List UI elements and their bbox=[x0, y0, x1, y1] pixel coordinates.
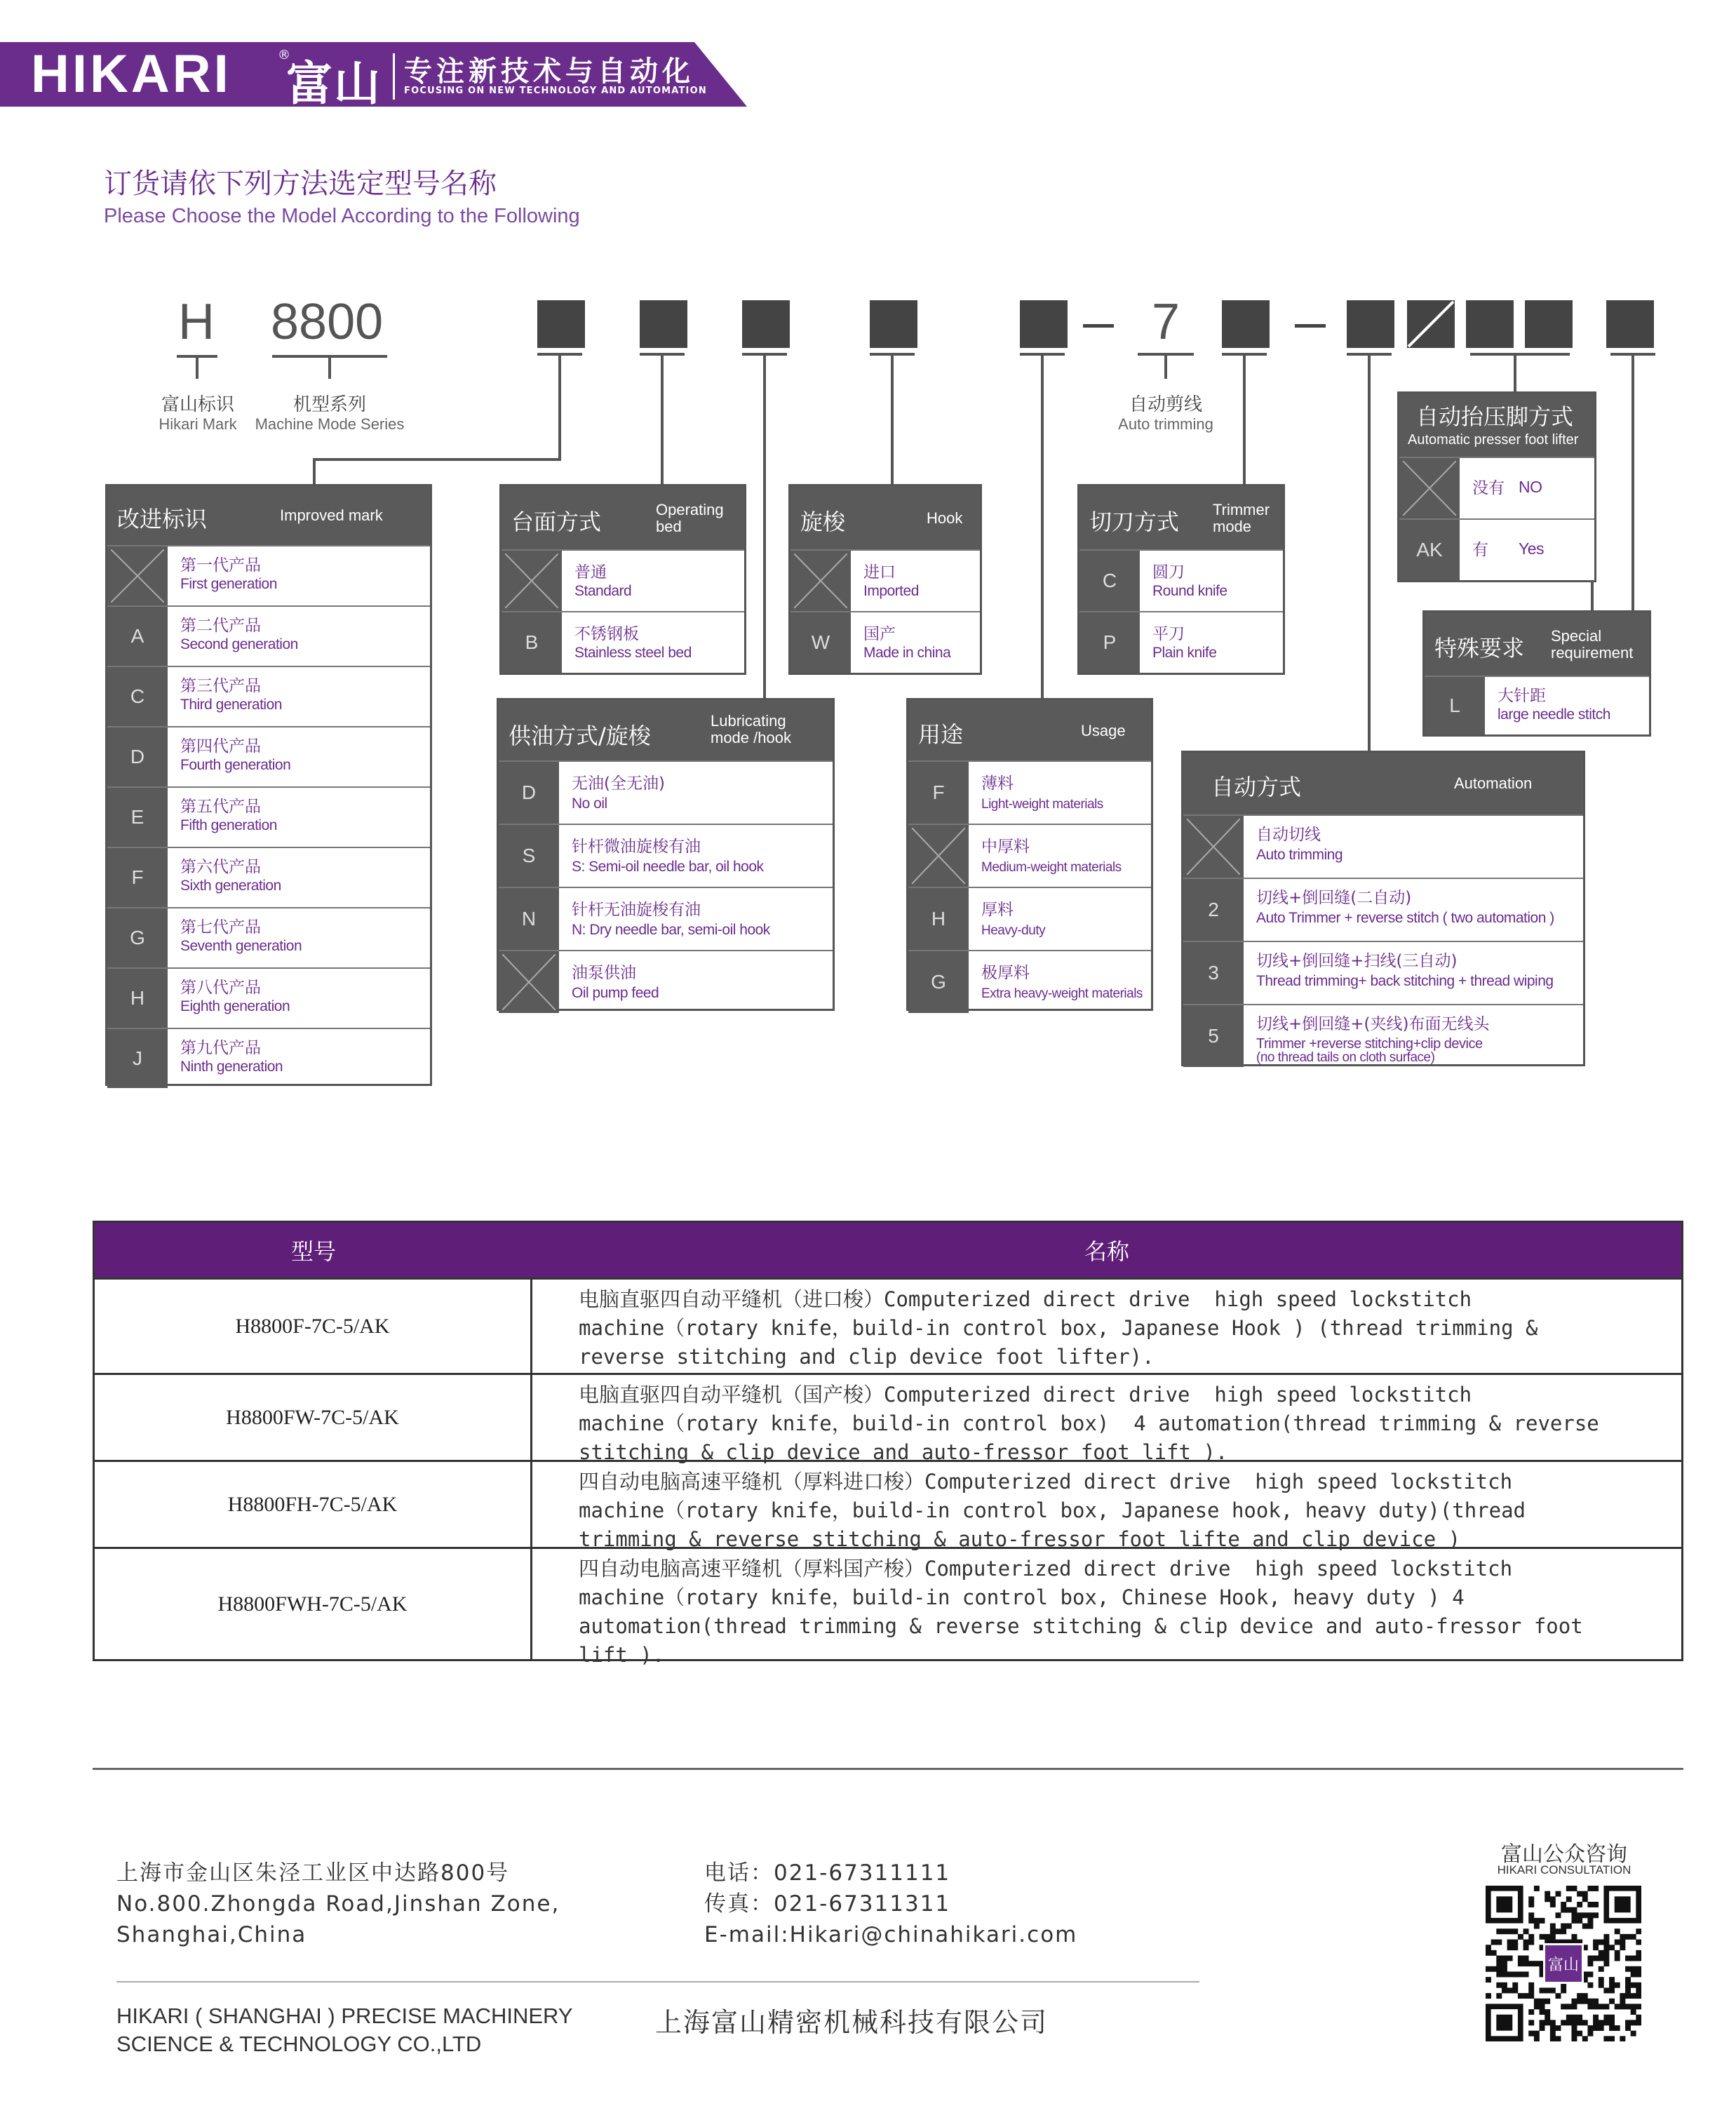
usage-table bbox=[906, 698, 1153, 1011]
option-label-en: Extra heavy-weight materials bbox=[981, 986, 1143, 1001]
option-label-cn: 圆刀 bbox=[1152, 563, 1185, 582]
presser-foot-lifter-table bbox=[1397, 391, 1596, 582]
address-cn: 上海市金山区朱泾工业区中达路800号 bbox=[116, 1860, 510, 1886]
code-box-improved bbox=[537, 300, 585, 348]
option-label-en: Sixth generation bbox=[180, 878, 281, 894]
table-header bbox=[502, 486, 744, 549]
code-seven: 7 bbox=[1152, 294, 1180, 350]
table-title-cn: 台面方式 bbox=[511, 509, 602, 535]
code-box-slash bbox=[1407, 300, 1455, 348]
option-row bbox=[1079, 549, 1283, 611]
table-row bbox=[95, 1373, 1681, 1464]
option-row bbox=[1399, 518, 1594, 580]
table-header bbox=[107, 486, 430, 545]
option-row bbox=[1183, 878, 1583, 941]
option-label-en: Oil pump feed bbox=[572, 985, 659, 1001]
option-row bbox=[499, 760, 833, 824]
code-box-usage bbox=[1020, 300, 1068, 348]
option-label-en: Light-weight materials bbox=[981, 797, 1103, 812]
auto-trim-label-en: Auto trimming bbox=[1118, 415, 1213, 433]
table-title-cn: 旋梭 bbox=[800, 509, 846, 535]
table-title-cn: 自动抬压脚方式 bbox=[1416, 403, 1574, 430]
option-label-cn: 进口 bbox=[863, 563, 896, 582]
option-label-cn: 极厚料 bbox=[981, 964, 1030, 982]
option-label-cn: 第八代产品 bbox=[180, 979, 261, 997]
option-label-cn: 第四代产品 bbox=[180, 737, 261, 756]
model-description: 四自动电脑高速平缝机（厚料进口梭）Computerized direct drive high speed lockstitch machine（rotary knife，build-in control box, Japanese hook, heavy duty)(thread trimming & reverse stitching & auto-fressor foot lifte and clip device ) bbox=[579, 1470, 1526, 1551]
option-label-cn: 有 bbox=[1472, 541, 1488, 559]
table-title-en-2: mode /hook bbox=[711, 729, 791, 746]
table-title-cn: 切刀方式 bbox=[1089, 509, 1180, 535]
model-table-header bbox=[95, 1223, 1681, 1277]
option-row bbox=[107, 666, 430, 726]
option-code: E bbox=[107, 788, 168, 847]
code-box-lifter-1 bbox=[1466, 300, 1514, 348]
option-code: AK bbox=[1399, 520, 1460, 580]
none-cross-icon bbox=[908, 825, 969, 887]
model-code: H8800FW-7C-5/AK bbox=[95, 1375, 532, 1460]
table-title-en-2: requirement bbox=[1551, 644, 1634, 662]
option-code: C bbox=[1079, 551, 1140, 611]
table-title-en-1: Trimmer bbox=[1213, 501, 1270, 518]
option-label-cn: 薄料 bbox=[981, 774, 1014, 793]
option-code: W bbox=[790, 612, 851, 673]
model-code: H8800FH-7C-5/AK bbox=[95, 1462, 532, 1547]
none-cross-icon bbox=[107, 546, 168, 605]
column-header-model: 型号 bbox=[290, 1238, 336, 1265]
option-code: J bbox=[107, 1029, 168, 1088]
code-box-lifter-2 bbox=[1525, 300, 1573, 348]
page-title-cn: 订货请依下列方法选定型号名称 bbox=[104, 168, 497, 200]
option-row bbox=[1183, 1004, 1583, 1067]
brand-logo-cn: 富山 bbox=[286, 57, 382, 111]
option-label-cn: 油泵供油 bbox=[572, 964, 636, 982]
option-label-en: Trimmer +reverse stitching+clip device bbox=[1256, 1036, 1483, 1052]
option-label-en: S: Semi-oil needle bar, oil hook bbox=[572, 859, 764, 875]
option-row bbox=[499, 824, 833, 887]
page-title-en: Please Choose the Model According to the Following bbox=[104, 205, 580, 227]
none-cross-icon bbox=[1399, 458, 1460, 518]
option-label-cn: 第七代产品 bbox=[180, 918, 261, 937]
series-label-cn: 机型系列 bbox=[292, 394, 366, 415]
table-title-en-2: bed bbox=[656, 518, 682, 535]
option-label-cn: 平刀 bbox=[1152, 625, 1185, 643]
option-row bbox=[908, 824, 1151, 887]
option-code: B bbox=[502, 612, 562, 673]
option-label-en: Fourth generation bbox=[180, 757, 291, 773]
table-title-en: Automation bbox=[1454, 774, 1533, 792]
option-label-en: Heavy-duty bbox=[981, 923, 1046, 938]
option-row bbox=[107, 847, 430, 907]
model-code: H8800FWH-7C-5/AK bbox=[95, 1549, 532, 1659]
company-en-1: HIKARI ( SHANGHAI ) PRECISE MACHINERY bbox=[116, 2004, 573, 2028]
none-cross-icon bbox=[790, 551, 851, 611]
code-box-hook bbox=[870, 300, 917, 348]
option-label-en: Thread trimming+ back stitching + thread wiping bbox=[1256, 973, 1554, 989]
option-row bbox=[107, 907, 430, 967]
option-row bbox=[499, 887, 833, 950]
operating-bed-table bbox=[499, 484, 746, 675]
option-label-cn: 厚料 bbox=[981, 901, 1014, 919]
slogan-en: FOCUSING ON NEW TECHNOLOGY AND AUTOMATION bbox=[404, 86, 707, 96]
qr-code[interactable] bbox=[1486, 1886, 1641, 2041]
table-title-en: Usage bbox=[1081, 722, 1126, 739]
none-cross-icon bbox=[1183, 816, 1244, 878]
option-code: L bbox=[1425, 677, 1485, 734]
option-label-en: Second generation bbox=[180, 636, 298, 652]
option-label-en: Seventh generation bbox=[180, 938, 302, 954]
code-h: H bbox=[178, 294, 215, 350]
option-row bbox=[908, 950, 1151, 1013]
option-row bbox=[107, 786, 430, 847]
table-title-en-1: Special bbox=[1551, 627, 1602, 645]
option-label-en: NO bbox=[1519, 478, 1542, 496]
code-box-lube bbox=[742, 300, 790, 348]
option-row bbox=[107, 545, 430, 605]
option-row bbox=[908, 760, 1151, 824]
option-code: G bbox=[908, 951, 969, 1013]
automation-table bbox=[1181, 751, 1585, 1066]
option-label-en: Medium-weight materials bbox=[981, 860, 1122, 875]
option-code: N bbox=[499, 888, 559, 950]
option-code: C bbox=[107, 667, 168, 726]
option-label-en: Round knife bbox=[1152, 583, 1227, 599]
option-row bbox=[107, 726, 430, 786]
option-row bbox=[502, 549, 744, 611]
table-title-cn: 供油方式/旋梭 bbox=[509, 723, 651, 749]
table-header bbox=[1079, 486, 1283, 549]
series-label-en: Machine Mode Series bbox=[255, 415, 405, 433]
company-en-2: SCIENCE & TECHNOLOGY CO.,LTD bbox=[116, 2032, 482, 2056]
table-row bbox=[95, 1277, 1681, 1373]
table-title-en: Improved mark bbox=[280, 506, 383, 524]
table-header bbox=[1399, 394, 1594, 457]
option-label-cn: 无油(全无油) bbox=[572, 774, 665, 793]
option-label-cn: 没有 bbox=[1472, 479, 1505, 497]
option-label-cn: 国产 bbox=[863, 625, 896, 643]
option-label-cn: 切线+倒回缝(二自动) bbox=[1256, 889, 1412, 907]
qr-center-logo: 富山 bbox=[1543, 1943, 1584, 1984]
address-en-1: No.800.Zhongda Road,Jinshan Zone, bbox=[116, 1891, 560, 1917]
option-label-en: No oil bbox=[572, 796, 607, 812]
qr-title-cn: 富山公众咨询 bbox=[1501, 1842, 1627, 1867]
option-code: F bbox=[107, 848, 168, 907]
option-label-cn: 第六代产品 bbox=[180, 858, 261, 876]
model-description: 电脑直驱四自动平缝机（国产梭）Computerized direct drive high speed lockstitch machine（rotary knife，build-in control box) 4 automation(thread trimming & reverse stitching & clip device and auto-fressor foot lift ). bbox=[579, 1383, 1599, 1464]
option-label-cn: 第五代产品 bbox=[180, 798, 261, 816]
option-row bbox=[1425, 676, 1649, 734]
option-code: A bbox=[107, 607, 168, 666]
hikari-mark-label-cn: 富山标识 bbox=[161, 394, 234, 415]
improved-mark-table bbox=[105, 484, 432, 1086]
table-title-en-2: mode bbox=[1213, 518, 1252, 535]
table-header bbox=[1183, 753, 1583, 814]
option-label-cn: 中厚料 bbox=[981, 838, 1030, 856]
model-description: 四自动电脑高速平缝机（厚料国产梭）Computerized direct drive high speed lockstitch machine（rotary knife，build-in control box, Chinese Hook, heavy duty ) 4 automation(thread trimming & reverse stitching & clip device and auto-fressor foot lift ). bbox=[579, 1557, 1583, 1667]
table-header bbox=[499, 700, 833, 760]
table-header bbox=[1425, 612, 1649, 676]
phone: 电话：021-67311111 bbox=[704, 1860, 951, 1886]
none-cross-icon bbox=[502, 551, 562, 611]
footer-divider bbox=[93, 1768, 1683, 1770]
table-header bbox=[790, 486, 980, 549]
option-label-en: Imported bbox=[863, 583, 919, 599]
option-row bbox=[1079, 611, 1283, 673]
slogan-cn: 专注新技术与自动化 bbox=[404, 55, 694, 88]
option-code: G bbox=[107, 908, 168, 967]
option-code: D bbox=[499, 762, 559, 824]
trimmer-mode-table bbox=[1077, 484, 1285, 675]
option-label-cn: 第一代产品 bbox=[180, 556, 261, 575]
option-label-en: Ninth generation bbox=[180, 1059, 283, 1075]
option-row bbox=[1183, 941, 1583, 1004]
table-header bbox=[908, 700, 1151, 760]
footer-thin-divider bbox=[116, 1981, 1199, 1982]
code-box-bed bbox=[640, 300, 687, 348]
model-code: H8800F-7C-5/AK bbox=[95, 1280, 532, 1373]
option-label-cn: 第九代产品 bbox=[180, 1039, 261, 1057]
code-box-special bbox=[1606, 300, 1654, 348]
table-title-en: Hook bbox=[927, 509, 963, 527]
option-label-cn: 切线+倒回缝+扫线(三自动) bbox=[1256, 952, 1458, 970]
table-row bbox=[95, 1547, 1681, 1667]
special-requirement-table bbox=[1422, 610, 1651, 737]
code-dash-1 bbox=[1083, 324, 1114, 328]
brand-logo: HIKARI bbox=[31, 44, 231, 104]
registered-mark: ® bbox=[278, 48, 290, 62]
option-row bbox=[908, 887, 1151, 950]
code-box-automation bbox=[1347, 300, 1394, 348]
option-label-cn: 针杆无油旋梭有油 bbox=[572, 901, 701, 919]
option-code: F bbox=[908, 762, 969, 824]
option-label-cn: 大针距 bbox=[1498, 687, 1546, 705]
option-row bbox=[1399, 457, 1594, 518]
option-row bbox=[107, 967, 430, 1028]
qr-title-en: HIKARI CONSULTATION bbox=[1497, 1863, 1631, 1877]
option-code: H bbox=[908, 888, 969, 950]
option-label-en: Stainless steel bed bbox=[574, 645, 692, 661]
option-label-en: Made in china bbox=[863, 645, 951, 661]
option-row bbox=[107, 1028, 430, 1088]
code-series: 8800 bbox=[271, 294, 384, 350]
option-label-en-2: (no thread tails on cloth surface) bbox=[1256, 1050, 1435, 1065]
option-label-en: Third generation bbox=[180, 697, 282, 713]
address-en-2: Shanghai,China bbox=[116, 1922, 307, 1947]
table-title-en: Automatic presser foot lifter bbox=[1408, 432, 1579, 448]
model-description: 电脑直驱四自动平缝机（进口梭）Computerized direct drive high speed lockstitch machine（rotary knife，build-in control box, Japanese Hook ) (thread trimming & reverse stitching and clip device foot lifter). bbox=[579, 1287, 1538, 1369]
option-label-en: Auto Trimmer + reverse stitch ( two automation ) bbox=[1256, 910, 1554, 926]
option-code: H bbox=[107, 969, 168, 1028]
table-title-cn: 特殊要求 bbox=[1434, 635, 1525, 662]
option-code: D bbox=[107, 727, 168, 786]
option-label-cn: 针杆微油旋梭有油 bbox=[572, 838, 701, 856]
option-label-cn: 第三代产品 bbox=[180, 677, 261, 695]
lubricating-mode-table bbox=[497, 698, 835, 1011]
option-row bbox=[107, 605, 430, 666]
option-label-en: Auto trimming bbox=[1256, 847, 1343, 863]
table-title-en-1: Lubricating bbox=[711, 712, 786, 730]
option-label-cn: 第二代产品 bbox=[180, 617, 261, 635]
table-row bbox=[95, 1460, 1681, 1551]
option-row bbox=[1183, 814, 1583, 878]
table-title-en-1: Operating bbox=[656, 501, 724, 518]
table-title-cn: 自动方式 bbox=[1211, 774, 1302, 800]
option-code: 5 bbox=[1183, 1005, 1244, 1067]
table-title-cn: 改进标识 bbox=[117, 506, 208, 532]
option-code: 3 bbox=[1183, 942, 1244, 1004]
option-label-en: Standard bbox=[574, 583, 632, 599]
none-cross-icon bbox=[499, 951, 559, 1013]
option-row bbox=[790, 549, 980, 611]
company-cn: 上海富山精密机械科技有限公司 bbox=[655, 2007, 1049, 2038]
option-label-en: large needle stitch bbox=[1498, 706, 1610, 723]
option-label-cn: 切线+倒回缝+(夹线)布面无线头 bbox=[1256, 1015, 1490, 1033]
option-label-en: Yes bbox=[1519, 539, 1545, 558]
option-row bbox=[790, 611, 980, 673]
hikari-mark-label-en: Hikari Mark bbox=[159, 415, 237, 433]
auto-trim-label-cn: 自动剪线 bbox=[1129, 394, 1202, 415]
option-label-cn: 自动切线 bbox=[1256, 826, 1321, 844]
option-code: P bbox=[1079, 612, 1140, 673]
table-title-cn: 用途 bbox=[918, 721, 964, 748]
option-code: 2 bbox=[1183, 879, 1244, 941]
option-label-cn: 普通 bbox=[574, 563, 607, 582]
option-label-en: N: Dry needle bar, semi-oil hook bbox=[572, 922, 770, 938]
code-dash-2 bbox=[1295, 324, 1326, 328]
model-table bbox=[93, 1221, 1683, 1667]
email-link[interactable]: E-mail:Hikari@chinahikari.com bbox=[704, 1922, 1078, 1947]
option-row bbox=[499, 950, 833, 1013]
option-label-en: Eighth generation bbox=[180, 998, 290, 1014]
fax: 传真：021-67311311 bbox=[704, 1891, 951, 1917]
option-code: S bbox=[499, 825, 559, 887]
option-label-cn: 不锈钢板 bbox=[574, 625, 639, 643]
option-label-en: First generation bbox=[180, 576, 277, 592]
code-box-trimmer bbox=[1222, 300, 1270, 348]
option-label-en: Plain knife bbox=[1152, 645, 1217, 661]
hook-table bbox=[788, 484, 982, 675]
column-header-name: 名称 bbox=[1084, 1238, 1129, 1265]
option-label-en: Fifth generation bbox=[180, 817, 277, 833]
option-row bbox=[502, 611, 744, 673]
